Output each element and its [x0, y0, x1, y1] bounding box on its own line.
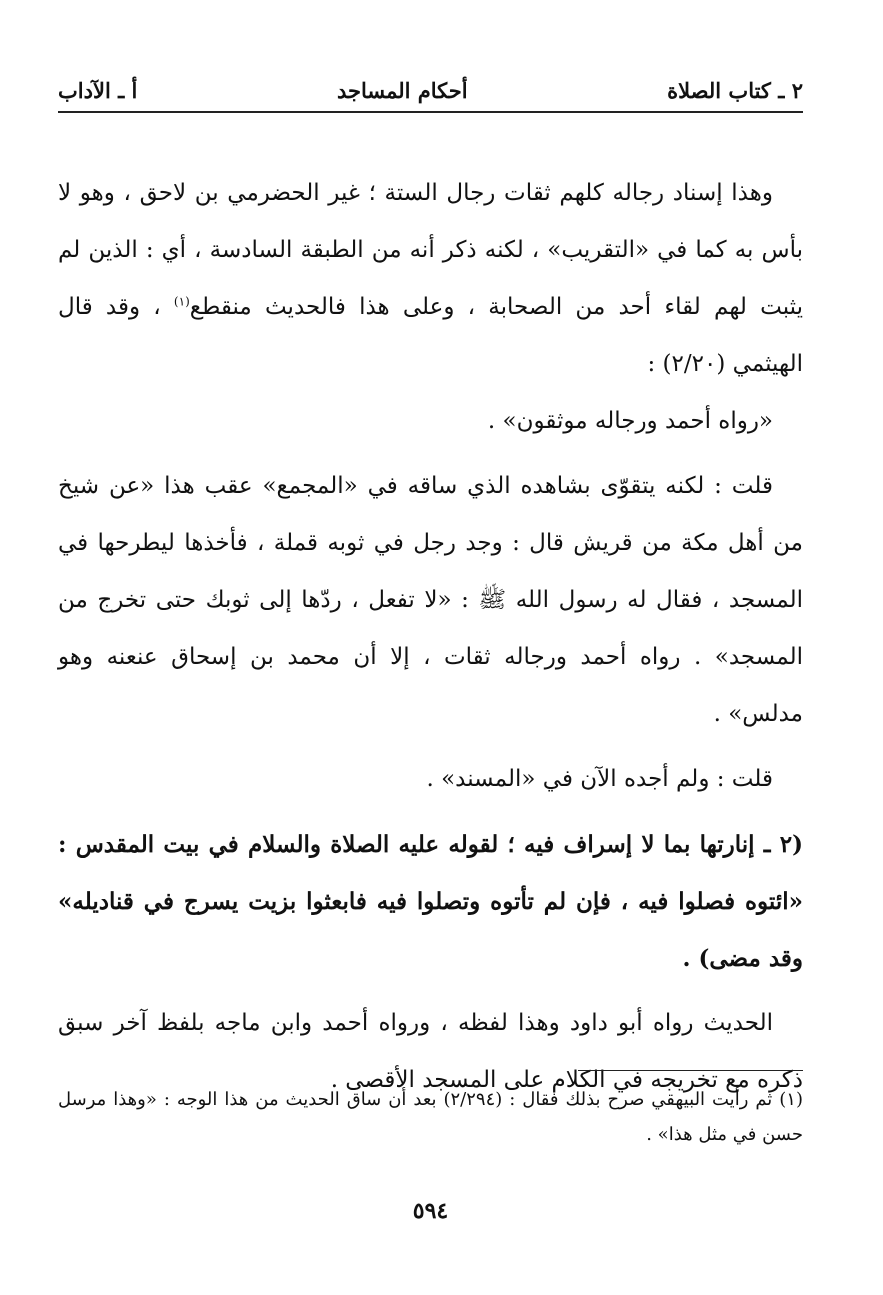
paragraph-isnad-tail: ، وقد قال الهيثمي (٢/٢٠) :: [58, 294, 803, 377]
running-header: [58, 70, 803, 110]
footnotes: [58, 1082, 803, 1152]
footnote-rule: [578, 1070, 803, 1071]
footnote-1: (١) ثم رأيت البيهقي صرح بذلك فقال : (٢/٢٩٤) بعد أن ساق الحديث من هذا الوجه : «وهذا مرسل حسن في مثل هذا» .: [58, 1089, 803, 1145]
main-text: [58, 165, 803, 1109]
paragraph-ruling: (٢ ـ إنارتها بما لا إسراف فيه ؛ لقوله عليه الصلاة والسلام في بيت المقدس : «ائتوه فصلوا فيه ، فإن لم تأتوه وتصلوا فيه فابعثوا بزيت يسرج في قناديله» وقد مضى) .: [58, 831, 803, 972]
footnote-marker: (١): [173, 294, 190, 309]
paragraph-hadith: الحديث رواه أبو داود وهذا لفظه ، ورواه أحمد وابن ماجه بلفظ آخر سبق ذكره مع تخريجه في الكلام على المسجد الأقصى .: [58, 1010, 803, 1093]
paragraph-note: قلت : ولم أجده الآن في «المسند» .: [426, 766, 773, 792]
paragraph-isnad: [58, 165, 803, 393]
book-page: [58, 0, 803, 1295]
page-number: ٥٩٤: [412, 1198, 449, 1224]
header-chapter: ٢ ـ كتاب الصلاة: [667, 77, 803, 103]
paragraph-isnad-text: وهذا إسناد رجاله كلهم ثقات رجال الستة ؛ غير الحضرمي بن لاحق ، وهو لا بأس به كما في «التقريب» ، لكنه ذكر أنه من الطبقة السادسة ، أي : الذين لم يثبت لهم لقاء أحد من الصحابة ، وعلى هذا فالحديث منقطع: [58, 180, 803, 320]
header-rule: [58, 111, 803, 113]
header-section: أحكام المساجد: [336, 77, 468, 103]
header-subsection: أ ـ الآداب: [58, 77, 138, 103]
paragraph-quote: «رواه أحمد ورجاله موثقون» .: [487, 408, 773, 434]
paragraph-shahid: قلت : لكنه يتقوّى بشاهده الذي ساقه في «المجمع» عقب هذا «عن شيخ من أهل مكة من قريش قال : وجد رجل في ثوبه قملة ، فأخذها ليطرحها في المسجد ، فقال له رسول الله ﷺ : «لا تفعل ، ردّها إلى ثوبك حتى تخرج من المسجد» . رواه أحمد ورجاله ثقات ، إلا أن محمد بن إسحاق عنعنه وهو مدلس» .: [58, 473, 803, 727]
